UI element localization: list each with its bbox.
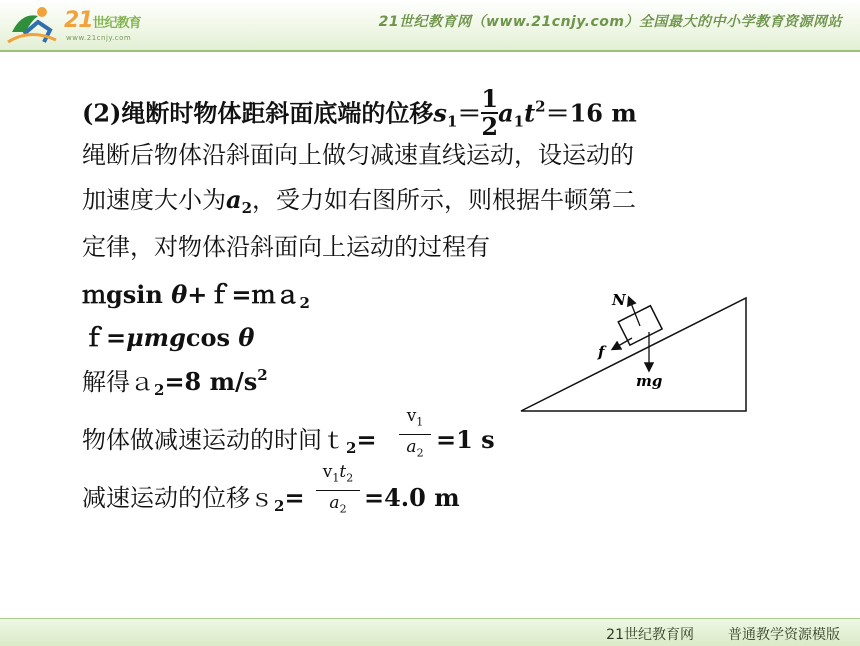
l8-den: $a_2$ [406,437,424,460]
l8-a: 物体做减速运动的时间ｔ [82,426,346,454]
l5-b: +ｆ=ｍａ [187,280,300,309]
l1-prefix: (2)绳断时物体距斜面底端的位移 [82,98,434,128]
l9-result: =4.0 m [364,483,460,512]
line-2: 绳断后物体沿斜面向上做匀减速直线运动，设运动的 [82,141,634,169]
l6-theta: θ [238,323,255,352]
label-mg: mg [636,372,663,390]
l3-prefix: 加速度大小为 [82,186,226,214]
l1-frac-den: 2 [481,112,499,141]
l3-var: a [226,185,242,214]
footer-site-link[interactable]: 21世纪教育网 [606,627,694,643]
l7-sub: 2 [154,381,165,399]
l8-eq: = [356,425,377,454]
l7-b: =8 m/s [164,367,258,396]
l9-sub: 2 [274,497,285,515]
l1-var: s [433,98,447,128]
header-banner[interactable]: 21世纪教育网（www.21cnjy.com）全国最大的中小学教育资源网站 [378,14,842,30]
l6-b: μmg [126,323,186,352]
l1-frac-num: 1 [481,84,499,113]
line-4: 定律，对物体沿斜面向上运动的过程有 [82,233,490,261]
l1-result: ＝16 m [545,98,637,128]
l5-a: ｍgsin [82,280,172,309]
l6-c: cos [185,323,239,352]
l7-a: 解得ａ [82,368,154,396]
l1-t-sup: 2 [535,97,546,116]
l9-eq: = [284,483,305,512]
logo-text: 21世纪教育 [64,8,141,33]
l9-den: $a_2$ [329,493,347,516]
l1-t: t [524,98,536,128]
l1-eq: ＝ [457,98,482,128]
l9-a: 减速运动的位移ｓ [82,484,274,512]
l1-a-sub: 1 [513,112,525,131]
l3-sub: 2 [241,199,252,217]
l8-num: $v_1$ [406,406,424,429]
l1-sub: 1 [446,112,458,131]
l8-result: =1 s [436,425,495,454]
logo-url: www.21cnjy.com [66,34,132,42]
footer-template-label: 普通教学资源模版 [728,627,840,643]
label-f: f [598,343,605,361]
l3-suffix: ，受力如右图所示，则根据牛顿第二 [252,186,636,214]
label-N: N [612,291,626,309]
l9-num: $v_1t_2$ [322,462,354,485]
footer-text [606,624,840,644]
l7-sup: 2 [257,366,268,384]
l6-a: ｆ= [82,323,127,352]
l8-sub: 2 [346,439,357,457]
l5-sub: 2 [299,294,310,312]
footer-bar [0,618,860,646]
l1-a: a [498,98,514,128]
l5-theta: θ [171,280,188,309]
